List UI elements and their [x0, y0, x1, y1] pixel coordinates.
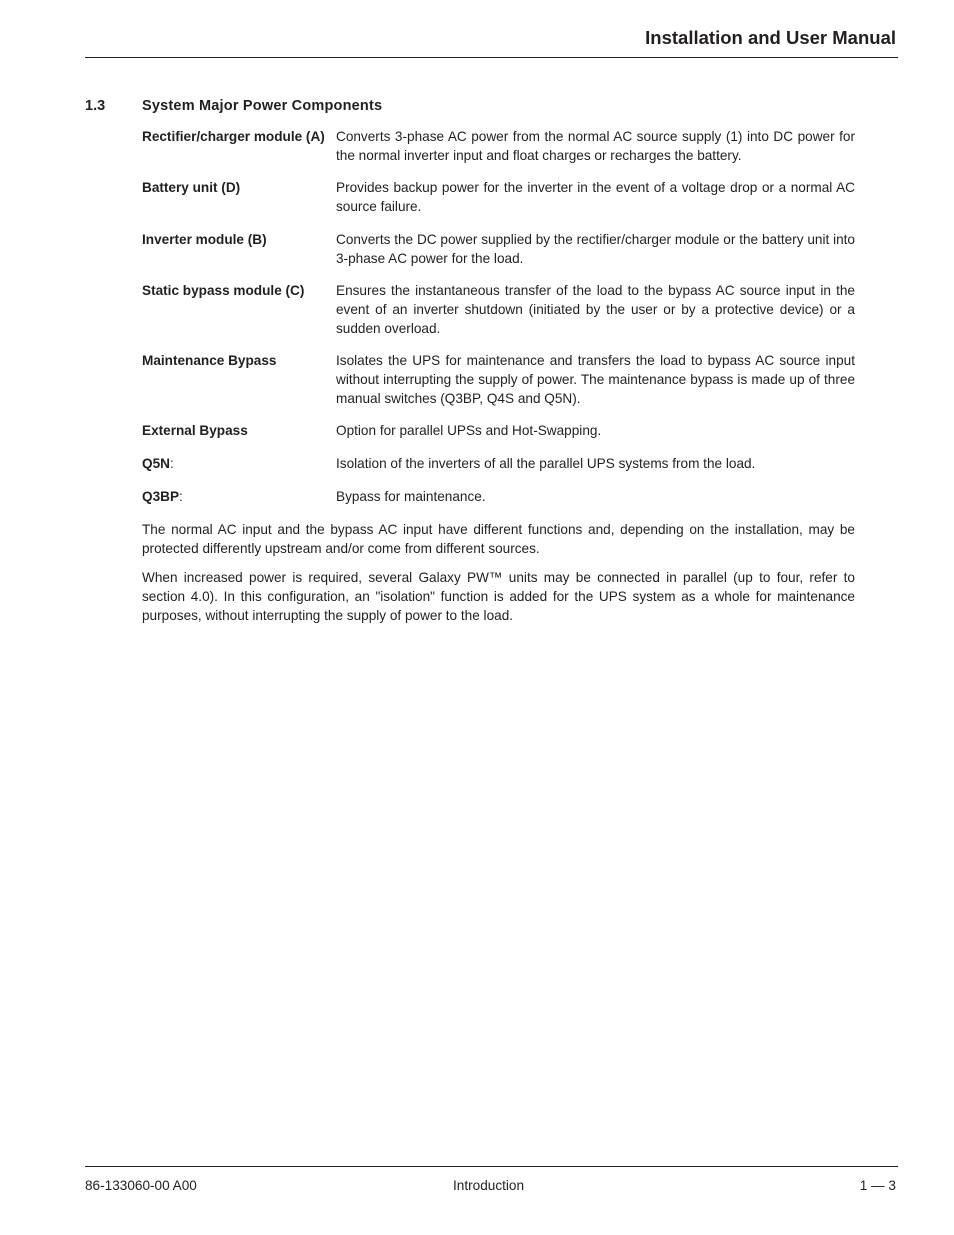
definition-term-cell — [142, 179, 336, 216]
definition-term: Rectifier/charger module (A) — [142, 129, 325, 144]
definition-term: External Bypass — [142, 423, 248, 439]
section-title: System Major Power Components — [142, 98, 383, 114]
footer-page-number: 1 — 3 — [859, 1178, 896, 1193]
definition-description: Isolation of the inverters of all the parallel UPS systems from the load. — [336, 456, 756, 472]
definition-row — [142, 128, 855, 165]
footer-rule — [85, 1166, 898, 1167]
definition-term-cell — [142, 352, 336, 408]
definition-term: Inverter module (B) — [142, 231, 267, 247]
definition-row — [142, 179, 855, 216]
footer-chapter: Introduction — [453, 1178, 525, 1193]
definition-description: Provides backup power for the inverter in the event of a voltage drop or a normal AC source failure. — [336, 180, 855, 215]
definition-term-cell — [142, 282, 336, 338]
definition-term-cell — [142, 488, 336, 507]
definition-term-cell — [142, 455, 336, 474]
body-paragraphs — [142, 521, 855, 637]
definition-row — [142, 352, 855, 408]
definition-description: Bypass for maintenance. — [336, 488, 486, 504]
definition-description: Converts 3-phase AC power from the normal AC source supply (1) into DC power for the normal inverter input and float charges or recharges the battery. — [336, 129, 855, 163]
definition-term: Static bypass module (C) — [142, 283, 305, 299]
definition-term-cell — [142, 231, 336, 268]
definition-term-cell — [142, 128, 336, 165]
page-header-title: Installation and User Manual — [645, 27, 896, 48]
body-paragraph: When increased power is required, several Galaxy PW™ units may be connected in parallel (up to four, refer to section 4.0). In this configuration, an "isolation" function is added for the UPS system as a whole for maintenance purposes, without interrupting the supply of power to the load. — [142, 570, 855, 623]
definition-term: Battery unit (D) — [142, 180, 241, 196]
definition-description: Ensures the instantaneous transfer of the load to the bypass AC source input in the event of an inverter shutdown (initiated by the user or by a protective device) or a sudden overload. — [336, 283, 855, 336]
definition-row — [142, 422, 855, 441]
definition-description: Isolates the UPS for maintenance and transfers the load to bypass AC source input without interrupting the supply of power. The maintenance bypass is made up of three manual switches (Q3BP, Q4S and Q5N). — [336, 353, 855, 406]
definition-term-suffix: : — [169, 456, 174, 472]
definition-term: Q3BP — [142, 488, 180, 504]
definition-row — [142, 231, 855, 268]
definition-description: Converts the DC power supplied by the rectifier/charger module or the battery unit into 3-phase AC power for the load. — [336, 231, 855, 266]
definition-list — [142, 128, 855, 507]
section-number: 1.3 — [85, 98, 106, 114]
definition-row — [142, 455, 855, 474]
body-paragraph: The normal AC input and the bypass AC input have different functions and, depending on the installation, may be protected differently upstream and/or come from different sources. — [142, 522, 855, 556]
header-rule — [85, 57, 898, 58]
definition-row — [142, 488, 855, 507]
definition-term: Q5N — [142, 456, 170, 472]
definition-term-cell — [142, 422, 336, 441]
definition-term: Maintenance Bypass — [142, 353, 277, 369]
definition-term-suffix: : — [179, 488, 183, 504]
definition-description: Option for parallel UPSs and Hot-Swapping. — [336, 423, 602, 439]
footer-doc-number: 86-133060-00 A00 — [85, 1178, 197, 1193]
definition-row — [142, 282, 855, 338]
